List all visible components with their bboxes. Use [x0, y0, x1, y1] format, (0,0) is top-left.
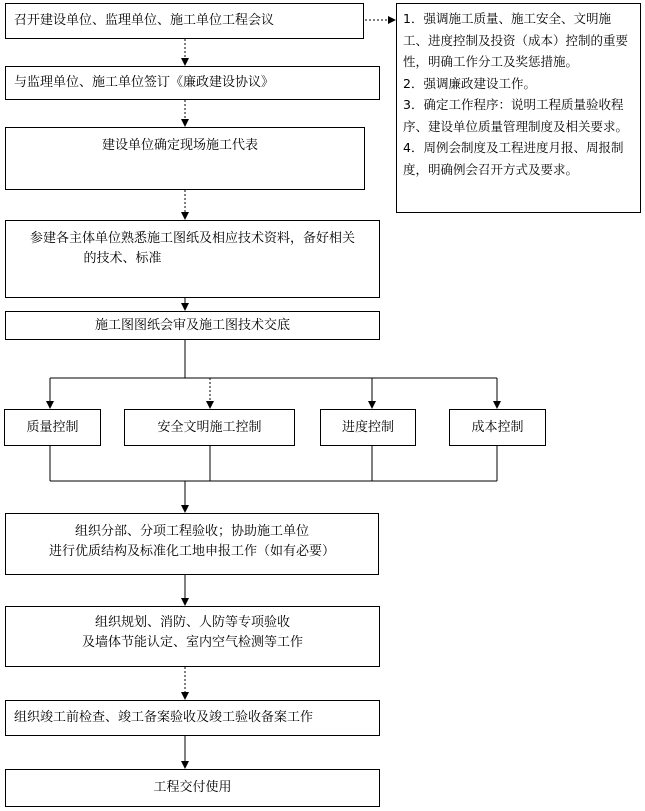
step-completion-inspection-label: 组织竣工前检查、竣工备案验收及竣工验收备案工作: [14, 710, 314, 725]
control-progress: [320, 409, 416, 446]
note-item-2: 2．强调廉政建设工作。: [403, 75, 536, 91]
control-safety: [124, 409, 295, 446]
control-cost: [449, 409, 546, 446]
step-drawing-review: [5, 311, 380, 340]
control-quality: [4, 409, 101, 446]
step-handover: [5, 769, 380, 807]
step-subproject-acceptance-line-1: 组织分部、分项工程验收；协助施工单位: [74, 524, 309, 539]
step-special-acceptance-line-2: 及墙体节能认定、室内空气检测等工作: [81, 635, 303, 650]
step-special-acceptance: [5, 606, 380, 667]
step-special-acceptance-line-1: 组织规划、消防、人防等专项验收: [94, 615, 290, 630]
note-item-1: 1．强调施工质量、施工安全、文明施工、进度控制及投资（成本）控制的重要性，明确工作分工及奖惩措施。: [403, 11, 629, 69]
step-completion-inspection: [5, 700, 380, 736]
control-quality-label: 质量控制: [26, 419, 79, 435]
step-site-representative: [5, 127, 365, 190]
step-subproject-acceptance: [5, 513, 379, 575]
step-subproject-acceptance-line-2: 进行优质结构及标准化工地申报工作（如有必要）: [48, 544, 335, 559]
step-study-drawings-line-2: 的技术、标准: [83, 251, 162, 266]
note-item-3: 3．确定工作程序：说明工程质量验收程序、建设单位质量管理制度及相关要求。: [403, 97, 629, 134]
step-project-meeting-label: 召开建设单位、监理单位、施工单位工程会议: [14, 13, 275, 28]
meeting-notes-box: [396, 3, 641, 213]
step-sign-agreement: [5, 66, 380, 100]
note-item-4: 4．周例会制度及工程进度月报、周报制度，明确例会召开方式及要求。: [403, 140, 624, 177]
step-handover-label: 工程交付使用: [153, 780, 232, 795]
step-study-drawings-line-1: 参建各主体单位熟悉施工图纸及相应技术资料，备好相关: [29, 231, 355, 246]
step-study-drawings: [5, 220, 380, 298]
control-progress-label: 进度控制: [341, 419, 394, 435]
step-project-meeting: [5, 3, 364, 39]
step-site-representative-label: 建设单位确定现场施工代表: [102, 138, 259, 153]
control-safety-label: 安全文明施工控制: [157, 419, 262, 435]
step-drawing-review-label: 施工图图纸会审及施工图技术交底: [94, 317, 290, 333]
step-sign-agreement-label: 与监理单位、施工单位签订《廉政建设协议》: [14, 75, 275, 90]
control-cost-label: 成本控制: [471, 419, 524, 435]
